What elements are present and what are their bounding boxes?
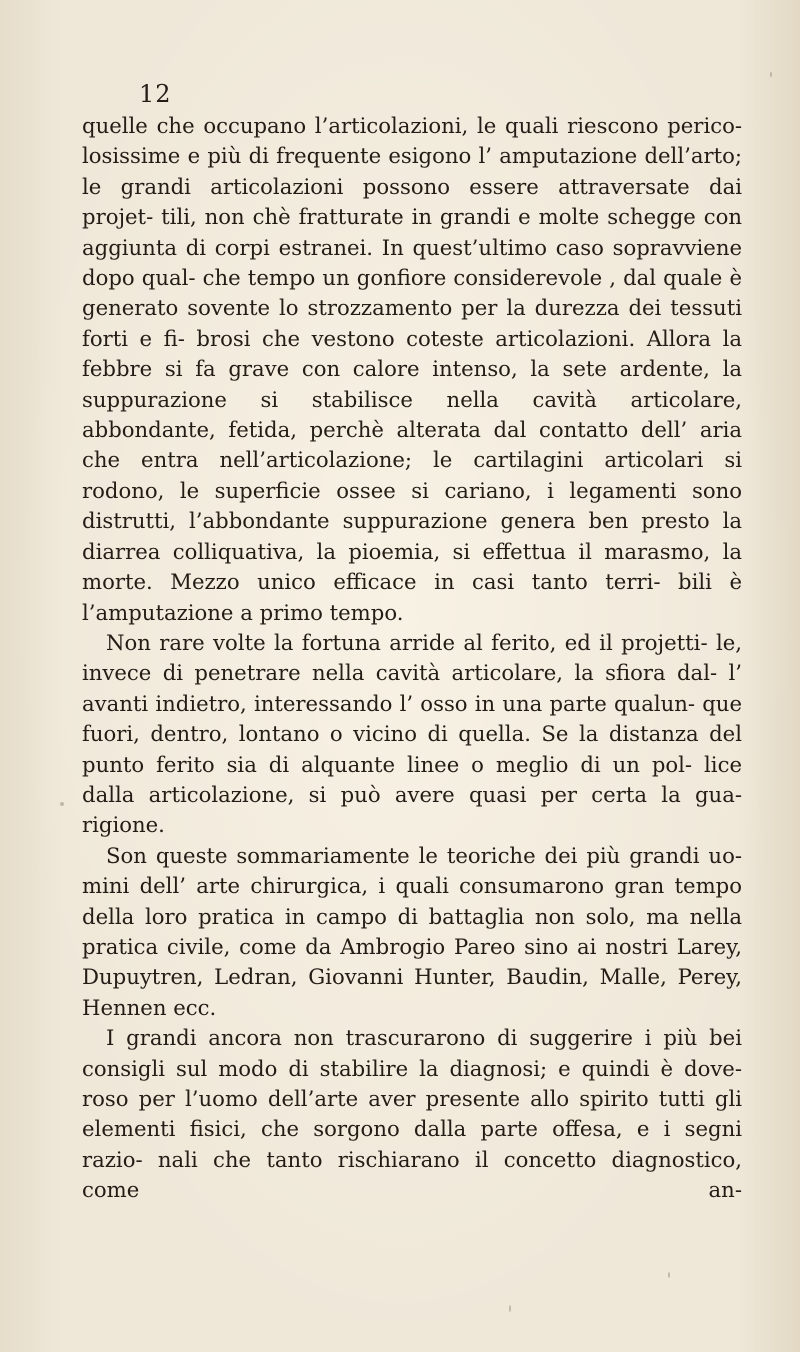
page-number: 12: [139, 80, 172, 108]
paragraph-1: quelle che occupano l’articolazioni, le quali riescono perico- losissime e più di frequente esigono l’ amputazione dell’arto; le grandi articolazioni possono essere attraversate dai projet- tili, non chè fratturate in grandi e molte schegge con aggiunta di corpi estranei. In quest’ultimo caso sopravviene dopo qual- che tempo un gonfiore considerevole , dal quale è generato sovente lo strozzamento per la durezza dei tessuti forti e fi- brosi che vestono coteste articolazioni. Allora la febbre si fa grave con calore intenso, la sete ardente, la suppurazione si stabilisce nella cavità articolare, abbondante, fetida, perchè alterata dal contatto dell’ aria che entra nell’articolazione; le cartilagini articolari si rodono, le superficie ossee si cariano, i legamenti sono distrutti, l’abbondante suppurazione genera ben presto la diarrea colliquativa, la pioemia, si effettua il marasmo, la morte. Mezzo unico efficace in casi tanto terri- bili è l’amputazione a primo tempo.: [82, 113, 742, 625]
paper-speck: [509, 1305, 511, 1312]
paper-speck: [770, 72, 772, 77]
paragraph-4: I grandi ancora non trascurarono di suggerire i più bei consigli sul modo di stabilire la diagnosi; e quindi è dove- roso per l’uomo dell’arte aver presente allo spirito tutti gli elementi fisici, che sorgono dalla parte offesa, e i segni razio- nali che tanto rischiarano il concetto diagnostico, come an-: [82, 1025, 742, 1203]
body-text: [82, 111, 742, 1206]
paragraph-2: Non rare volte la fortuna arride al ferito, ed il projetti- le, invece di penetrare nella cavità articolare, la sfiora dal- l’ avanti indietro, interessando l’ osso in una parte qualun- que fuori, dentro, lontano o vicino di quella. Se la distanza del punto ferito sia di alquante linee o meglio di un pol- lice dalla articolazione, si può avere quasi per certa la gua- rigione.: [82, 629, 742, 838]
paragraph-3: Son queste sommariamente le teoriche dei più grandi uo- mini dell’ arte chirurgica, i quali consumarono gran tempo della loro pratica in campo di battaglia non solo, ma nella pratica civile, come da Ambrogio Pareo sino ai nostri Larey, Dupuytren, Ledran, Giovanni Hunter, Baudin, Malle, Perey, Hennen ecc.: [82, 842, 742, 1020]
paper-speck: [60, 802, 64, 806]
paper-speck: [668, 1272, 670, 1278]
